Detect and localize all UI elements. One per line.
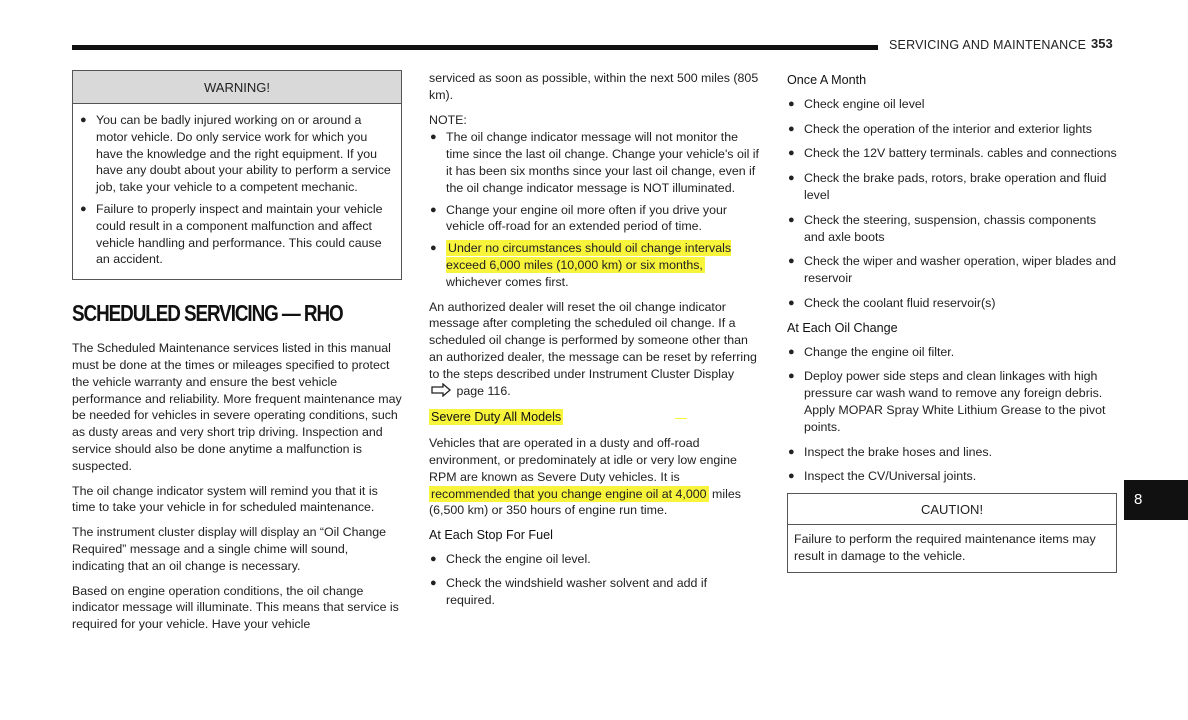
caution-title: CAUTION! — [788, 494, 1116, 525]
warning-body — [73, 104, 401, 279]
caution-box — [787, 493, 1117, 573]
month-item: ● Check the wiper and washer operation, wiper blades and reservoir — [787, 253, 1117, 287]
highlight-mark — [675, 418, 687, 419]
running-header: SERVICING AND MAINTENANCE — [889, 38, 1087, 52]
note-list — [429, 129, 759, 290]
oil-change-item: ● Inspect the brake hoses and lines. — [787, 444, 1117, 461]
month-item: ● Check engine oil level — [787, 96, 1117, 113]
paragraph: The instrument cluster display will display an “Oil Change Required” message and a single chime will sound, indicating that an oil change is necessary. — [72, 525, 387, 573]
note-label: NOTE: — [429, 112, 467, 127]
column-1 — [72, 70, 402, 641]
header-rule — [72, 45, 878, 50]
once-a-month-heading: Once A Month — [787, 73, 867, 87]
severe-text-start: Vehicles that are operated in a dusty and off-road environment, or predominately at idle or very low engine RPM are known as Severe Duty vehicles. It is — [429, 436, 737, 484]
dealer-text: An authorized dealer will reset the oil change indicator message after completing the scheduled oil change. If a scheduled oil change is performed by someone other than an authorized dealer, the message can be reset by referring to the steps described under Instrument Cluster Display — [429, 299, 757, 381]
continuation-paragraph: serviced as soon as possible, within the next 500 miles (805 km). — [429, 71, 759, 102]
paragraph: The Scheduled Maintenance services listed in this manual must be done at the times or mileages specified to protect the vehicle warranty and ensure the best vehicle performance and reliability. More frequent maintenance may be needed for vehicles in severe operating conditions, such as dusty areas and very short trip driving. Inspection and service should also be done anytime a malfunction is suspected. — [72, 341, 402, 473]
each-oil-change-list — [787, 344, 1117, 486]
paragraph: Based on engine operation conditions, the oil change indicator message will illuminate. This means that service is required for your vehicle. Have your vehicle — [72, 583, 399, 632]
note-item-highlighted — [429, 240, 759, 290]
fuel-stop-item: ● Check the windshield washer solvent and add if required. — [429, 575, 759, 609]
month-item: ● Check the 12V battery terminals. cables and connections — [787, 145, 1117, 162]
month-item: ● Check the coolant fluid reservoir(s) — [787, 295, 1117, 312]
month-item: ● Check the brake pads, rotors, brake operation and fluid level — [787, 170, 1117, 204]
fuel-stop-list — [429, 551, 759, 608]
severe-duty-paragraph — [429, 435, 759, 519]
page-reference-link[interactable]: page 116. — [456, 383, 511, 398]
column-3 — [787, 72, 1117, 573]
dealer-paragraph — [429, 299, 759, 400]
warning-list — [79, 112, 393, 268]
once-a-month-list — [787, 96, 1117, 312]
note-item: ● Change your engine oil more often if you drive your vehicle off-road for an extended period of time. — [429, 202, 759, 236]
warning-box — [72, 70, 402, 280]
warning-item: ● Failure to properly inspect and maintain your vehicle could result in a component malfunction and affect vehicle handling and performance. This could cause an accident. — [79, 201, 393, 268]
section-heading: SCHEDULED SERVICING — RHO — [72, 300, 343, 327]
month-item: ● Check the steering, suspension, chassis components and axle boots — [787, 212, 1117, 246]
fuel-stop-item: ● Check the engine oil level. — [429, 551, 759, 568]
warning-title: WARNING! — [73, 71, 401, 104]
paragraph: The oil change indicator system will remind you that it is time to take your vehicle in for scheduled maintenance. — [72, 483, 378, 515]
oil-change-item: ● Inspect the CV/Universal joints. — [787, 468, 1117, 485]
chapter-tab[interactable]: 8 — [1124, 480, 1188, 520]
severe-text-end: miles (6,500 km) or 350 hours of engine run time. — [429, 486, 741, 518]
oil-change-item: ● Change the engine oil filter. — [787, 344, 1117, 361]
oil-change-item: ● Deploy power side steps and clean linkages with high pressure car wash wand to remove any foreign debris. Apply MOPAR Spray White Lithium Grease to the pivot points. — [787, 368, 1117, 435]
each-oil-change-heading: At Each Oil Change — [787, 320, 898, 335]
page-reference-arrow-icon — [431, 383, 451, 397]
month-item: ● Check the operation of the interior and exterior lights — [787, 121, 1117, 138]
highlighted-text: Under no circumstances should oil change intervals exceed 6,000 miles (10,000 km) or six months, — [446, 241, 732, 272]
caution-body: Failure to perform the required maintenance items may result in damage to the vehicle. — [794, 532, 1096, 563]
note-item: ● The oil change indicator message will not monitor the time since the last oil change. Change your vehicle's oil if it has been six months since your last oil change, even if the oil change indicator message is NOT illuminated. — [429, 129, 759, 196]
severe-duty-heading: Severe Duty All Models — [429, 409, 759, 426]
page-number: 353 — [1091, 36, 1113, 51]
warning-item: ● You can be badly injured working on or around a motor vehicle. Do only service work for which you have the knowledge and the right equipment. If you have any doubt about your ability to perform a service job, take your vehicle to a competent mechanic. — [79, 112, 393, 196]
note-item-rest: whichever comes first. — [446, 274, 569, 289]
column-2 — [429, 70, 759, 613]
highlighted-text: recommended that you change engine oil at 4,000 — [431, 486, 707, 501]
fuel-stop-heading: At Each Stop For Fuel — [429, 528, 553, 543]
